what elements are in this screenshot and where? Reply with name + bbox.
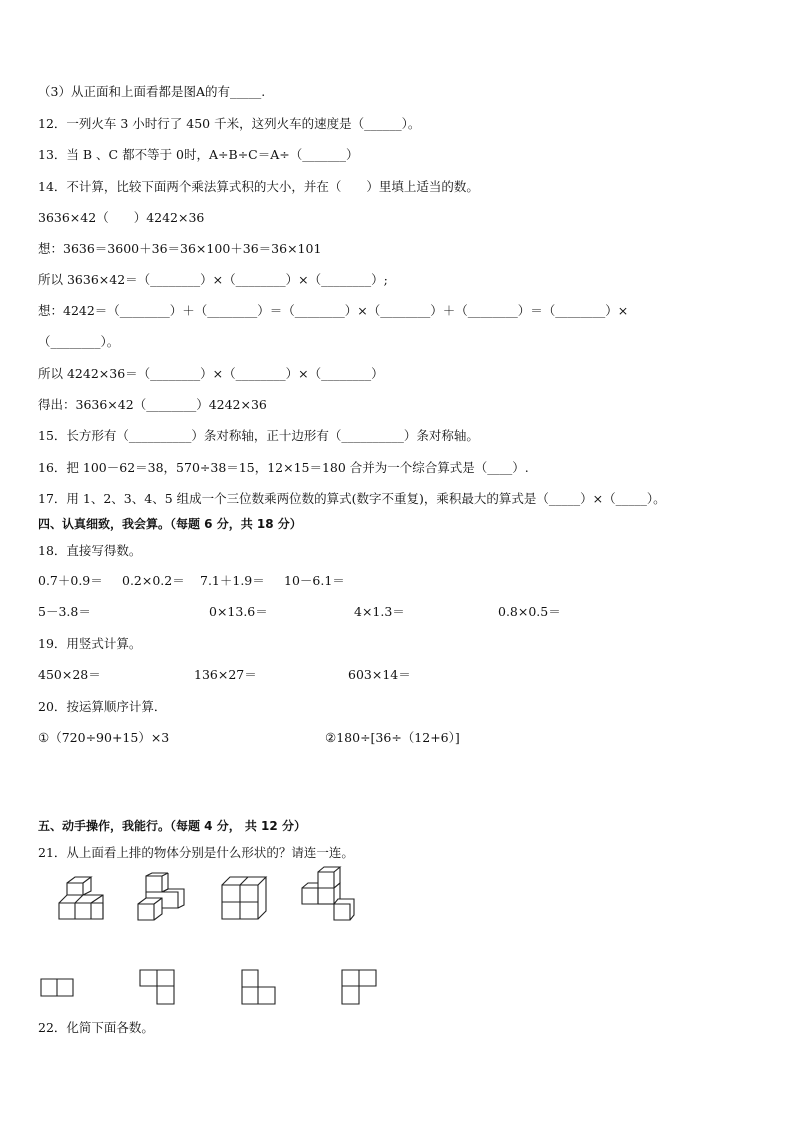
q19-item: 450×28＝ xyxy=(38,667,101,682)
q18-item: 7.1＋1.9＝ xyxy=(200,573,265,588)
question-13: 13．当 B 、C 都不等于 0时，A÷B÷C＝A÷（_______） xyxy=(38,147,359,162)
q18-item: 5－3.8＝ xyxy=(38,604,91,619)
cube-object-2 xyxy=(134,872,188,924)
question-22: 22．化简下面各数。 xyxy=(38,1020,154,1035)
q18-item: 0.7＋0.9＝ xyxy=(38,573,103,588)
q20-item: ①（720÷90+15）×3 xyxy=(38,730,170,745)
question-20: 20．按运算顺序计算． xyxy=(38,699,167,714)
q18-item: 0×13.6＝ xyxy=(209,604,268,619)
question-21: 21．从上面看上排的物体分别是什么形状的？请连一连。 xyxy=(38,845,354,860)
cube-object-3 xyxy=(218,873,268,921)
q18-item: 4×1.3＝ xyxy=(354,604,405,619)
question-19: 19．用竖式计算。 xyxy=(38,636,142,651)
q14-compare: 3636×42（ ）4242×36 xyxy=(38,210,205,225)
q14-so-2: 所以 4242×36＝（________）×（________）×（________） xyxy=(38,366,384,381)
section-4-heading: 四、认真细致，我会算。（每题 6 分，共 18 分） xyxy=(38,517,302,531)
q18-item: 0.8×0.5＝ xyxy=(498,604,561,619)
q14-so-1: 所以 3636×42＝（________）×（________）×（________）; xyxy=(38,272,388,287)
q20-item: ②180÷[36÷（12+6）] xyxy=(325,730,460,745)
question-17: 17．用 1、2、3、4、5 组成一个三位数乘两位数的算式(数字不重复)，乘积最大的算式是（_____）×（_____）。 xyxy=(38,491,666,506)
q14-result: 得出：3636×42（________）4242×36 xyxy=(38,397,267,412)
q11-part3: （3）从正面和上面看都是图A的有_____. xyxy=(38,84,266,99)
q14-think-1: 想：3636＝3600＋36＝36×100＋36＝36×101 xyxy=(38,241,322,256)
q18-item: 0.2×0.2＝ xyxy=(122,573,185,588)
q14-think-2: 想：4242＝（________）＋（________）＝（________）×（________）＋（________）＝（________）× xyxy=(38,303,629,318)
q14-think-2-cont: （________）。 xyxy=(38,334,120,349)
top-view-shape-2 xyxy=(138,968,176,1006)
question-15: 15．长方形有（__________）条对称轴，正十边形有（__________）条对称轴。 xyxy=(38,428,479,443)
q19-item: 603×14＝ xyxy=(348,667,411,682)
cube-object-4 xyxy=(298,866,356,924)
cube-object-1 xyxy=(54,875,106,921)
top-view-shape-1 xyxy=(40,978,76,998)
section-5-heading: 五、动手操作，我能行。（每题 4 分， 共 12 分） xyxy=(38,819,306,833)
q18-item: 10－6.1＝ xyxy=(284,573,345,588)
top-view-shape-4 xyxy=(340,968,378,1006)
q19-item: 136×27＝ xyxy=(194,667,257,682)
top-view-shape-3 xyxy=(240,968,278,1006)
question-16: 16．把 100－62＝38，570÷38＝15，12×15＝180 合并为一个综合算式是（____）. xyxy=(38,460,529,475)
question-12: 12．一列火车 3 小时行了 450 千米，这列火车的速度是（______）。 xyxy=(38,116,421,131)
question-14: 14．不计算，比较下面两个乘法算式积的大小，并在（ ）里填上适当的数。 xyxy=(38,179,479,194)
question-18: 18．直接写得数。 xyxy=(38,543,142,558)
